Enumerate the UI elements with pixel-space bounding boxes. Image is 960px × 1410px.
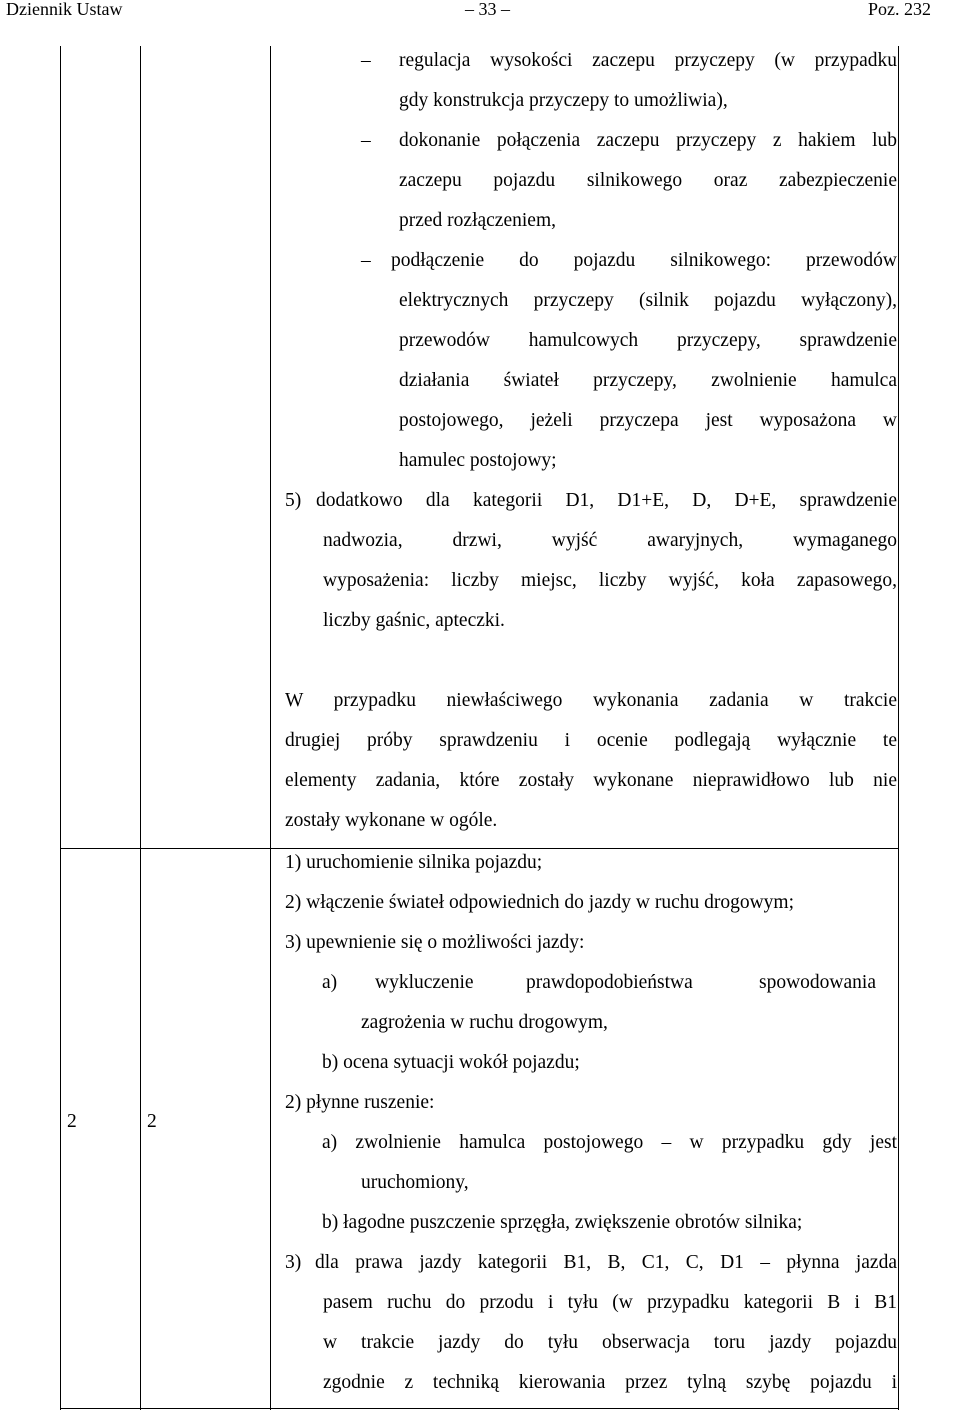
table-col2-divider (270, 46, 271, 1410)
item-line: dodatkowo dla kategorii D1, D1+E, D, D+E, sprawdzenie (316, 490, 897, 511)
sub-item-line: a) zwolnienie hamulca postojowego – w przypadku gdy jest (322, 1132, 897, 1153)
table-left-border (60, 46, 61, 1410)
list-item-line: postojowego, jeżeli przyczepa jest wyposażona w (399, 410, 897, 431)
note-line: zostały wykonane w ogóle. (285, 810, 498, 831)
row-col2-value: 2 (147, 1111, 157, 1132)
row-col1-value: 2 (67, 1111, 77, 1132)
item-line: wyposażenia: liczby miejsc, liczby wyjść, koła zapasowego, (323, 570, 897, 591)
list-item-line: dokonanie połączenia zaczepu przyczepy z hakiem lub (399, 130, 897, 151)
list-item-line: działania świateł przyczepy, zwolnienie hamulca (399, 370, 897, 391)
sub-item-word: wykluczenie (375, 972, 474, 993)
list-dash: – (361, 130, 371, 151)
step-line: dla prawa jazdy kategorii B1, B, C1, C, D1 – płynna jazda (315, 1252, 897, 1273)
table-row-divider (60, 848, 899, 849)
list-item-line: elektrycznych przyczepy (silnik pojazdu wyłączony), (399, 290, 897, 311)
step-line: 3) upewnienie się o możliwości jazdy: (285, 932, 585, 953)
step-number: 3) (285, 1252, 302, 1273)
step-line: 2) płynne ruszenie: (285, 1092, 435, 1113)
position-number: Poz. 232 (868, 0, 931, 19)
step-line: pasem ruchu do przodu i tyłu (w przypadku kategorii B i B1 (323, 1292, 897, 1313)
sub-item-word: prawdopodobieństwa (526, 972, 693, 993)
note-line: elementy zadania, które zostały wykonane nieprawidłowo lub nie (285, 770, 897, 791)
list-dash: – (361, 50, 371, 71)
list-item-line: regulacja wysokości zaczepu przyczepy (w przypadku (399, 50, 897, 71)
sub-item-word: spowodowania (759, 972, 876, 993)
list-item-line: hamulec postojowy; (399, 450, 557, 471)
table-right-border (898, 46, 899, 1410)
table-col1-divider (140, 46, 141, 1410)
table-bottom-border (60, 1408, 899, 1409)
sub-item-line: uruchomiony, (361, 1172, 469, 1193)
item-line: nadwozia, drzwi, wyjść awaryjnych, wymaganego (323, 530, 897, 551)
list-item-line: przed rozłączeniem, (399, 210, 556, 231)
journal-name: Dziennik Ustaw (6, 0, 123, 19)
step-line: 1) uruchomienie silnika pojazdu; (285, 852, 543, 873)
step-line: w trakcie jazdy do tyłu obserwacja toru jazdy pojazdu (323, 1332, 897, 1353)
sub-item-line: b) łagodne puszczenie sprzęgła, zwiększenie obrotów silnika; (322, 1212, 803, 1233)
list-item-line: gdy konstrukcja przyczepy to umożliwia), (399, 90, 728, 111)
item-number: 5) (285, 490, 302, 511)
sub-item-label: a) (322, 972, 338, 993)
sub-item-line: b) ocena sytuacji wokół pojazdu; (322, 1052, 580, 1073)
step-line: zgodnie z techniką kierowania przez tylną szybę pojazdu i (323, 1372, 897, 1393)
note-line: W przypadku niewłaściwego wykonania zadania w trakcie (285, 690, 897, 711)
list-item-line: przewodów hamulcowych przyczepy, sprawdzenie (399, 330, 897, 351)
list-item-line: podłączenie do pojazdu silnikowego: przewodów (391, 250, 897, 271)
sub-item-line: zagrożenia w ruchu drogowym, (361, 1012, 608, 1033)
list-item-line: zaczepu pojazdu silnikowego oraz zabezpieczenie (399, 170, 897, 191)
step-line: 2) włączenie świateł odpowiednich do jazdy w ruchu drogowym; (285, 892, 795, 913)
note-line: drugiej próby sprawdzeniu i ocenie podlegają wyłącznie te (285, 730, 897, 751)
list-dash: – (361, 250, 371, 271)
item-line: liczby gaśnic, apteczki. (323, 610, 505, 631)
page-number: – 33 – (465, 0, 510, 19)
